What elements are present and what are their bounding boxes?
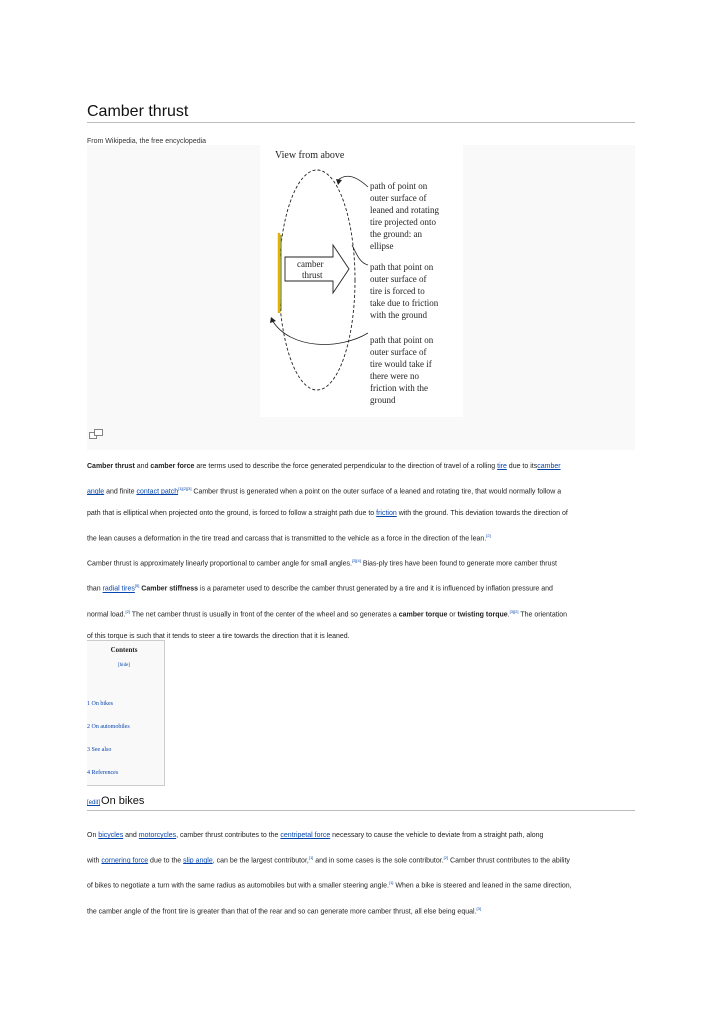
svg-text:ground: ground xyxy=(370,395,396,405)
link-motorcycles[interactable]: motorcycles xyxy=(138,832,177,839)
section-title: On bikes xyxy=(101,795,145,807)
citation[interactable]: [5] xyxy=(134,583,140,589)
toc-item-on-bikes[interactable]: 1 On bikes xyxy=(87,701,113,707)
toc-hide-link[interactable]: [hide] xyxy=(118,663,130,668)
table-of-contents xyxy=(87,640,165,786)
term-camber-force: camber force xyxy=(150,463,195,470)
leader-1 xyxy=(337,176,368,187)
svg-text:there were no: there were no xyxy=(370,371,419,381)
site-tagline: From Wikipedia, the free encyclopedia xyxy=(87,138,207,145)
intro-paragraph-1: Camber thrust and camber force are terms used to describe the force generated perpendicular to the direction of travel of a rolling tire due to itscamber angle and finite contact patch[1][2][3] Camber thrust is generated when a point on the outer surface of a leaned and rotating tire, that would normally follow a path that is elliptical when projected onto the ground, is forced to follow a straight path due to friction with the ground. This deviation towards the direction of the lean causes a deformation in the tire tread and carcass that is transmitted to the vehicle as a force in the direction of the lean.[2] xyxy=(87,463,568,543)
citation[interactable]: [1][2][3] xyxy=(178,486,192,491)
term-camber-stiffness: Camber stiffness xyxy=(141,585,199,593)
svg-text:the ground: an: the ground: an xyxy=(370,229,422,239)
camber-thrust-arrow xyxy=(285,245,349,293)
section-heading-on-bikes xyxy=(87,795,144,807)
svg-text:with the ground: with the ground xyxy=(370,310,427,320)
svg-text:take due to friction: take due to friction xyxy=(370,298,439,308)
page-title: Camber thrust xyxy=(87,103,189,120)
leader-3 xyxy=(272,320,368,344)
annotation-ellipse xyxy=(370,181,439,251)
link-slip-angle[interactable]: slip angle xyxy=(183,857,213,865)
magnify-clip-icon[interactable] xyxy=(89,429,103,439)
svg-text:outer surface of: outer surface of xyxy=(370,193,427,203)
link-contact-patch[interactable]: contact patch xyxy=(136,488,179,496)
link-centripetal-force[interactable]: centripetal force xyxy=(280,832,331,839)
citation[interactable]: [2][4] xyxy=(351,558,361,563)
svg-text:tire projected onto: tire projected onto xyxy=(370,217,436,227)
toc-item-see-also[interactable]: 3 See also xyxy=(87,747,112,753)
diagram-heading: View from above xyxy=(275,150,345,161)
term-camber-thrust: Camber thrust xyxy=(87,463,135,470)
toc-title: Contents xyxy=(110,646,138,654)
link-camber-angle-cont[interactable]: angle xyxy=(87,488,105,496)
annotation-no-friction xyxy=(370,335,434,405)
toc-item-references[interactable]: 4 References xyxy=(87,770,119,776)
svg-text:outer surface of: outer surface of xyxy=(370,347,427,357)
edit-section-link[interactable]: [edit] xyxy=(87,800,101,806)
link-bicycles[interactable]: bicycles xyxy=(98,832,124,839)
camber-thrust-diagram[interactable] xyxy=(260,145,463,417)
link-tire[interactable]: tire xyxy=(497,463,507,470)
link-radial-tires[interactable]: radial tires xyxy=(102,585,135,593)
citation[interactable]: [3][2] xyxy=(509,608,519,614)
link-friction[interactable]: friction xyxy=(376,510,397,518)
svg-text:ellipse: ellipse xyxy=(370,241,394,251)
term-twisting-torque: twisting torque xyxy=(457,610,508,618)
svg-text:tire would take if: tire would take if xyxy=(370,359,432,369)
annotation-forced-path xyxy=(370,262,439,320)
svg-text:leaned and rotating: leaned and rotating xyxy=(370,205,439,215)
svg-text:tire is forced to: tire is forced to xyxy=(370,286,425,296)
link-camber-angle[interactable]: camber xyxy=(537,463,561,470)
term-camber-torque: camber torque xyxy=(398,610,448,618)
leader-1-head xyxy=(336,179,342,185)
intro-paragraph-2: Camber thrust is approximately linearly proportional to camber angle for small angles.[2][4] Bias-ply tires have been found to generate more camber thrust than radial tires[5] Camber stiffness is a parameter used to describe the camber thrust generated by a tire and it is influenced by inflation pressure and normal load.[2] The net camber thrust is usually in front of the center of the wheel and so generates a camber torque or twisting torque.[3][2] The orientation of this torque is such that it tends to steer a tire towards the direction that it is leaned. xyxy=(87,558,568,640)
arrow-label-2: thrust xyxy=(302,270,323,280)
figure-thumb xyxy=(87,145,635,450)
toc-item-on-automobiles[interactable]: 2 On automobiles xyxy=(87,724,130,730)
citation[interactable]: [1] xyxy=(388,880,394,886)
citation[interactable]: [2] xyxy=(486,533,491,539)
svg-text:friction with the: friction with the xyxy=(370,383,428,393)
citation[interactable]: [3] xyxy=(476,905,481,911)
citation[interactable]: [1] xyxy=(308,855,314,860)
link-cornering-force[interactable]: cornering force xyxy=(101,857,149,865)
citation[interactable]: [2] xyxy=(125,608,130,614)
diagram-svg xyxy=(260,145,463,417)
arrow-label-1: camber xyxy=(297,259,324,269)
svg-text:path of point on: path of point on xyxy=(370,181,428,191)
citation[interactable]: [2] xyxy=(443,855,449,860)
svg-text:outer surface of: outer surface of xyxy=(370,274,427,284)
bikes-paragraph: On bicycles and motorcycles, camber thrust contributes to the centripetal force necessary to cause the vehicle to deviate from a straight path, along with cornering force due to the slip angle, can be the largest contributor,[1] and in some cases is the sole contributor.[2] Camber thrust contributes to the ability of bikes to negotiate a turn with the same radius as automobiles but with a smaller steering angle.[1] When a bike is steered and leaned in the same direction, the camber angle of the front tire is greater than that of the rear and so can generate more camber thrust, all else being equal.[3] xyxy=(87,832,572,915)
title-divider xyxy=(87,122,635,123)
svg-text:path that point on: path that point on xyxy=(370,335,434,345)
svg-text:path that point on: path that point on xyxy=(370,262,434,272)
section-divider xyxy=(87,810,635,811)
